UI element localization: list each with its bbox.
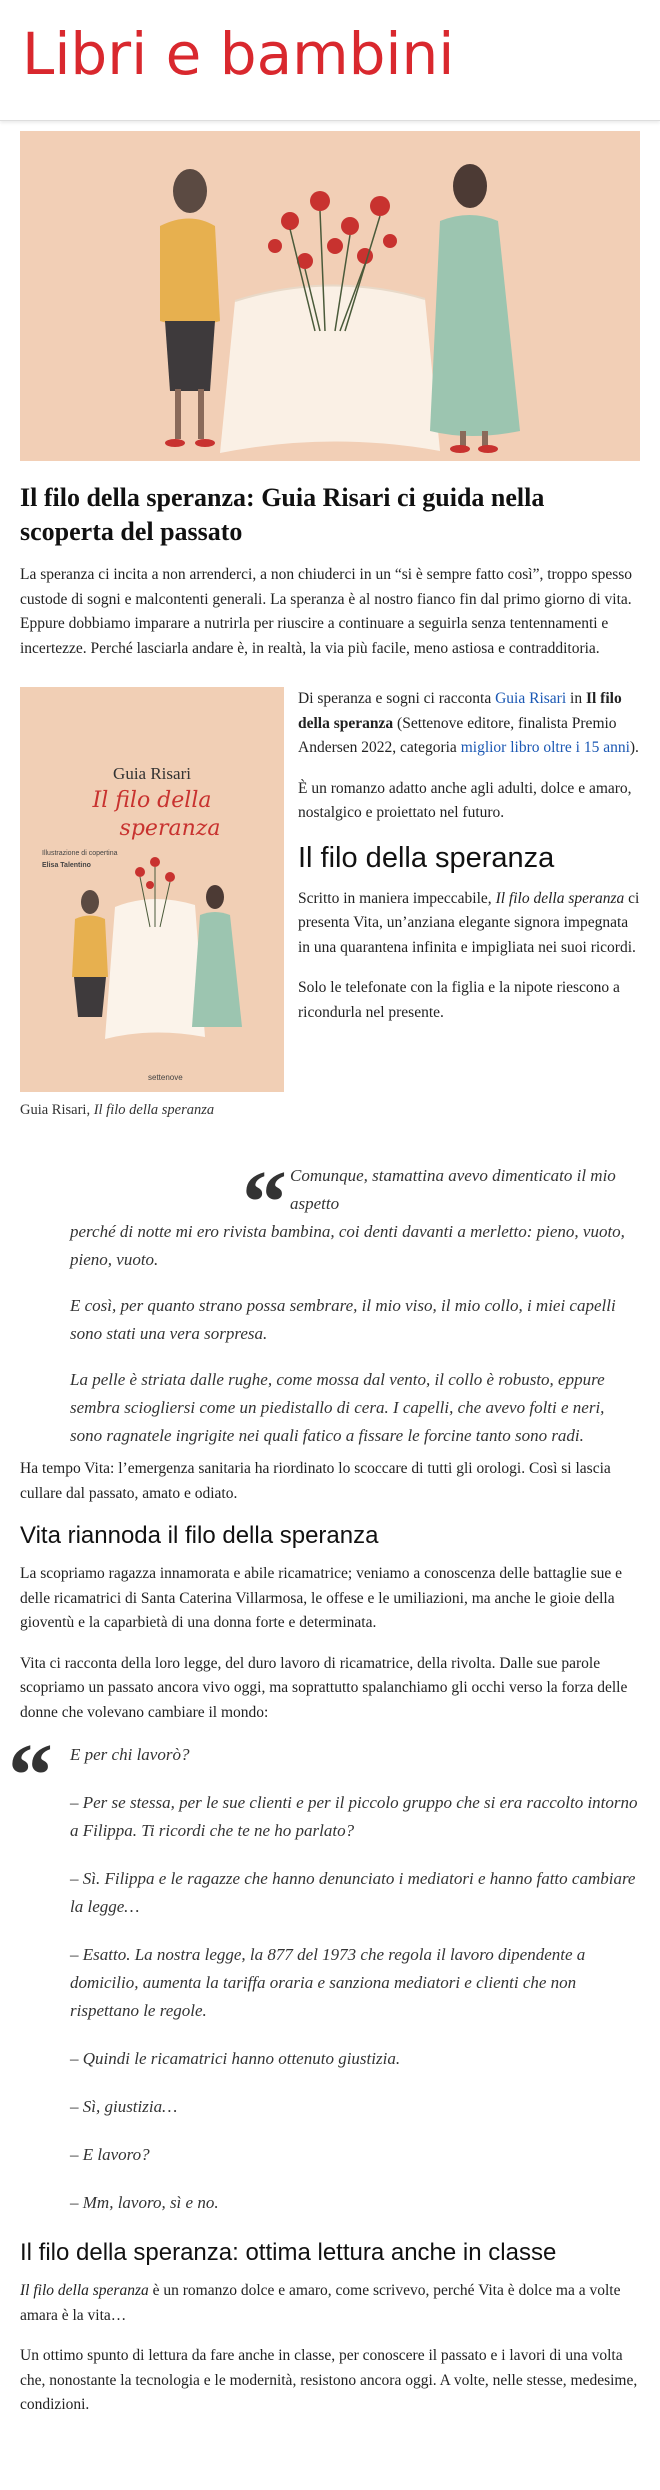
book-section xyxy=(20,687,640,1457)
article xyxy=(0,131,660,2418)
after-quote-paragraph: Ha tempo Vita: l’emergenza sanitaria ha riordinato lo scoccare di tutti gli orologi. Così si lascia cullare dal passato, amato e odiato. xyxy=(20,1460,611,1502)
site-header xyxy=(0,0,660,121)
cover-illus-name: Elisa Talentino xyxy=(42,862,91,869)
cover-author: Guia Risari xyxy=(113,764,191,783)
book-title-bold: Il filo della speranza xyxy=(298,690,622,732)
category-link[interactable]: miglior libro oltre i 15 anni xyxy=(460,739,630,756)
cover-caption: Guia Risari, Il filo della speranza xyxy=(20,1102,215,1118)
intro-book-paragraph: Di speranza e sogni ci racconta Guia Risari in Il filo della speranza (Settenove editore, finalista Premio Andersen 2022, categoria miglior libro oltre i 15 anni). xyxy=(298,690,639,756)
cover-publisher: settenove xyxy=(148,1073,183,1082)
classe-paragraph-1: Il filo della speranza è un romanzo dolce e amaro, come scrivevo, perché Vita è dolce ma a volte amara è la vita… xyxy=(20,2282,621,2324)
quote1-paragraph-3: La pelle è striata dalle rughe, come mossa dal vento, il collo è robusto, eppure sembra sciogliersi come un piedistallo di cera. I capelli, che avevo folti e neri, sono ragnatele ingrigite nei quali fatico a fissare le forcine tanto sono radi. xyxy=(70,1370,605,1445)
vita-paragraph-1: La scopriamo ragazza innamorata e abile ricamatrice; veniamo a conoscenza delle battaglie sue e delle ricamatrici di Santa Caterina Villarmosa, le offese e le umiliazioni, ma anche le gioie della gioventù e la caparbietà di una donna forte e determinata. xyxy=(20,1565,623,1631)
phone-calls-paragraph: Solo le telefonate con la figlia e la nipote riescono a ricondurla nel presente. xyxy=(298,979,620,1021)
dialogue-line: – Sì. Filippa e le ragazze che hanno denunciato i mediatori e hanno fatto cambiare la legge… xyxy=(70,1869,636,1916)
dialogue-line: – Quindi le ricamatrici hanno ottenuto giustizia. xyxy=(70,2049,401,2068)
dialogue-line: – Mm, lavoro, sì e no. xyxy=(70,2193,219,2212)
blockquote-1 xyxy=(20,1153,640,1468)
book-cover-image[interactable] xyxy=(20,687,284,1092)
quote-mark-icon: “ xyxy=(8,1726,53,1825)
vita-paragraph-2: Vita ci racconta della loro legge, del duro lavoro di ricamatrice, della rivolta. Dalle sue parole scopriamo un passato ancora vivo oggi, ma soprattutto spalanchiamo gli occhi verso la forza delle donne che volevano cambiare il mondo: xyxy=(20,1654,628,1721)
quote1-line-a: Comunque, stamattina avevo dimenticato il mio aspetto xyxy=(290,1166,616,1213)
caption-book-title: Il filo della speranza xyxy=(93,1102,215,1118)
vita-intro-paragraph: Scritto in maniera impeccabile, Il filo della speranza ci presenta Vita, un’anziana elegante signora impegnata in una quarantena infinita e impigliata nei suoi ricordi. xyxy=(298,889,640,956)
cover-illus-label: Illustrazione di copertina xyxy=(42,850,118,857)
dialogue-line: – E lavoro? xyxy=(70,2145,150,2164)
section-heading-book: Il filo della speranza xyxy=(298,841,555,874)
quote1-line-b: perché di notte mi ero rivista bambina, coi denti davanti a merletto: pieno, vuoto, pieno, vuoto. xyxy=(70,1222,625,1269)
cover-title-1: Il filo della xyxy=(92,788,212,813)
dialogue-line: – Esatto. La nostra legge, la 877 del 1973 che regola il lavoro dipendente a domicilio, aumenta la tariffa oraria e sanziona mediatori e clienti che non rispettano le regole. xyxy=(70,1945,586,2020)
hero-illustration xyxy=(20,131,640,461)
intro-paragraph: La speranza ci incita a non arrenderci, a non chiuderci in un “si è sempre fatto così”, troppo spesso custode di sogni e malcontenti generali. La speranza è al nostro fianco fin dal primo giorno di vita. Eppure dobbiamo imparare a nutrirla per riuscire a continuare a seguirla senza tentennamenti e incertezze. Perché lasciarla andare è, in realtà, la via più facile, meno astiosa e contradditoria. xyxy=(20,566,633,657)
quote-mark-icon: “ xyxy=(242,1153,287,1252)
blockquote-2 xyxy=(8,1726,640,2217)
article-title: Il filo della speranza: Guia Risari ci guida nella scoperta del passato xyxy=(20,483,545,546)
section-heading-vita: Vita riannoda il filo della speranza xyxy=(20,1522,379,1549)
site-logo[interactable]: Libri e bambini xyxy=(22,20,455,88)
book-cover-figure xyxy=(20,687,284,1119)
book-description xyxy=(298,687,640,1041)
section-heading-classe: Il filo della speranza: ottima lettura anche in classe xyxy=(20,2239,557,2266)
novel-paragraph: È un romanzo adatto anche agli adulti, dolce e amaro, nostalgico e proiettato nel futuro. xyxy=(298,779,632,821)
dialogue-line: – Per se stessa, per le sue clienti e per il piccolo gruppo che si era raccolto intorno a Filippa. Ti ricordi che te ne ho parlato? xyxy=(70,1793,638,1840)
dialogue-line: – Sì, giustizia… xyxy=(70,2097,178,2116)
quote1-paragraph-2: E così, per quanto strano possa sembrare, il mio viso, il mio collo, i miei capelli sono stati una vera sorpresa. xyxy=(70,1296,616,1343)
dialogue-line: E per chi lavorò? xyxy=(70,1745,190,1764)
classe-paragraph-2: Un ottimo spunto di lettura da fare anche in classe, per conoscere il passato e i lavori di una volta che, nonostante la tecnologia e le modernità, resistono ancora oggi. A volte, nelle stesse, medesime, condizioni. xyxy=(20,2347,638,2413)
author-link[interactable]: Guia Risari xyxy=(495,690,567,707)
cover-title-2: speranza xyxy=(119,816,221,841)
